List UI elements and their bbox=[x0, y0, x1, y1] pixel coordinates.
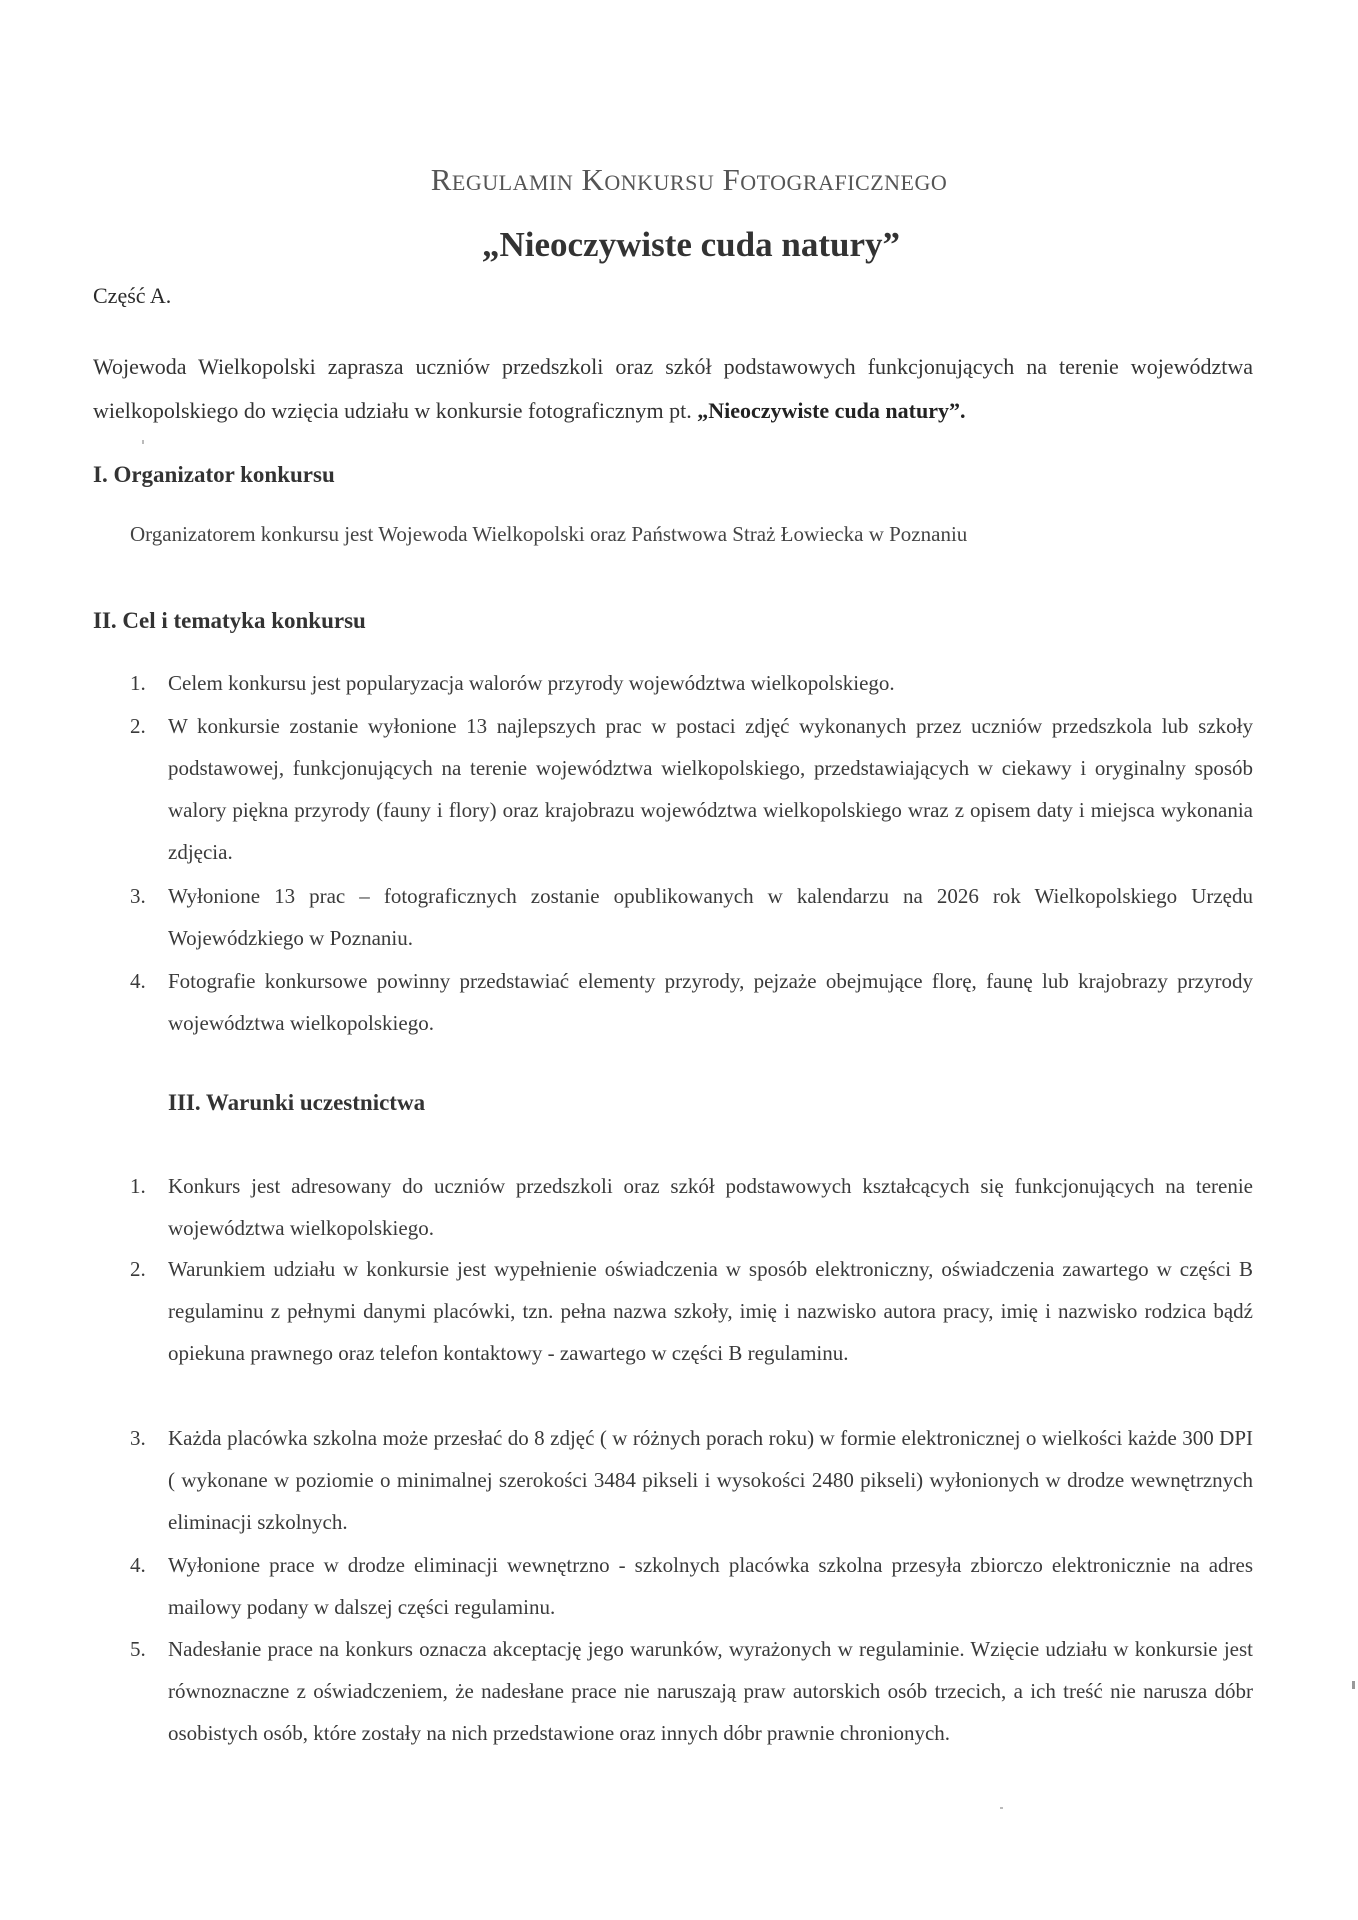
list-item bbox=[130, 1165, 1253, 1249]
list-item bbox=[130, 875, 1253, 959]
section-1-text: Organizatorem konkursu jest Wojewoda Wielkopolski oraz Państwowa Straż Łowiecka w Poznaniu bbox=[130, 522, 968, 546]
list-item-number: 2. bbox=[130, 1257, 146, 1281]
list-item-number: 3. bbox=[130, 1426, 146, 1450]
list-item-text: Konkurs jest adresowany do uczniów przedszkoli oraz szkół podstawowych kształcących się funkcjonujących na terenie województwa wielkopolskiego. bbox=[168, 1174, 1253, 1240]
list-item-text: Wyłonione prace w drodze eliminacji wewnętrzno - szkolnych placówka szkolna przesyła zbiorczo elektronicznie na adres mailowy podany w dalszej części regulaminu. bbox=[168, 1553, 1253, 1619]
list-item-number: 4. bbox=[130, 969, 146, 993]
list-item-number: 4. bbox=[130, 1553, 146, 1577]
list-item-number: 1. bbox=[130, 671, 146, 695]
list-item-text: Nadesłanie prace na konkurs oznacza akceptację jego warunków, wyrażonych w regulaminie. Wzięcie udziału w konkursie jest równoznaczne z oświadczeniem, że nadesłane prace nie naruszają praw autorskich osób trzecich, a ich treść nie narusza dóbr osobistych osób, które zostały na nich przedstawione oraz innych dóbr prawnie chronionych. bbox=[168, 1637, 1253, 1745]
intro-text: Wojewoda Wielkopolski zaprasza uczniów przedszkoli oraz szkół podstawowych funkcjonujących na terenie województwa wielkopolskiego do wzięcia udziału w konkursie fotograficznym pt. bbox=[93, 354, 1253, 423]
scan-speck bbox=[1000, 1807, 1003, 1809]
document-subtitle: „Nieoczywiste cuda natury” bbox=[481, 225, 900, 264]
document-title: Regulamin Konkursu Fotograficznego bbox=[430, 162, 948, 197]
list-item-text: Fotografie konkursowe powinny przedstawiać elementy przyrody, pejzaże obejmujące florę, faunę lub krajobrazy przyrody województwa wielkopolskiego. bbox=[168, 969, 1253, 1035]
list-item bbox=[130, 662, 1253, 704]
list-item bbox=[130, 705, 1253, 873]
list-item-text: Wyłonione 13 prac – fotograficznych zostanie opublikowanych w kalendarzu na 2026 rok Wielkopolskiego Urzędu Wojewódzkiego w Poznaniu. bbox=[168, 884, 1253, 950]
list-item bbox=[130, 1248, 1253, 1374]
intro-highlight: „Nieoczywiste cuda natury”. bbox=[697, 398, 966, 423]
list-item-number: 1. bbox=[130, 1174, 146, 1198]
list-item-text: Każda placówka szkolna może przesłać do 8 zdjęć ( w różnych porach roku) w formie elektronicznej o wielkości każde 300 DPI ( wykonane w poziomie o minimalnej szerokości 3484 pikseli i wysokości 2480 pikseli) wyłonionych w drodze wewnętrznych eliminacji szkolnych. bbox=[168, 1426, 1253, 1534]
list-item bbox=[130, 1628, 1253, 1754]
section-2-heading: II. Cel i tematyka konkursu bbox=[93, 608, 366, 633]
list-item-text: Warunkiem udziału w konkursie jest wypełnienie oświadczenia w sposób elektroniczny, oświadczenia zawartego w części B regulaminu z pełnymi danymi placówki, tzn. pełna nazwa szkoły, imię i nazwisko autora pracy, imię i nazwisko rodzica bądź opiekuna prawnego oraz telefon kontaktowy - zawartego w części B regulaminu. bbox=[168, 1257, 1253, 1365]
list-item-text: W konkursie zostanie wyłonione 13 najlepszych prac w postaci zdjęć wykonanych przez uczniów przedszkola lub szkoły podstawowej, funkcjonujących na terenie województwa wielkopolskiego, przedstawiających w ciekawy i oryginalny sposób walory piękna przyrody (fauny i flory) oraz krajobrazu województwa wielkopolskiego wraz z opisem daty i miejsca wykonania zdjęcia. bbox=[168, 714, 1253, 864]
list-item bbox=[130, 1544, 1253, 1628]
list-item-text: Celem konkursu jest popularyzacja walorów przyrody województwa wielkopolskiego. bbox=[168, 671, 895, 695]
intro-paragraph bbox=[93, 345, 1253, 433]
scan-speck bbox=[1352, 1681, 1355, 1689]
section-1-heading: I. Organizator konkursu bbox=[93, 462, 335, 487]
list-item-number: 5. bbox=[130, 1637, 146, 1661]
section-3-heading: III. Warunki uczestnictwa bbox=[168, 1090, 426, 1115]
list-item-number: 3. bbox=[130, 884, 146, 908]
list-item bbox=[130, 960, 1253, 1044]
list-item-number: 2. bbox=[130, 714, 146, 738]
list-item bbox=[130, 1417, 1253, 1543]
part-label: Część A. bbox=[93, 283, 172, 308]
scan-speck bbox=[142, 440, 144, 444]
